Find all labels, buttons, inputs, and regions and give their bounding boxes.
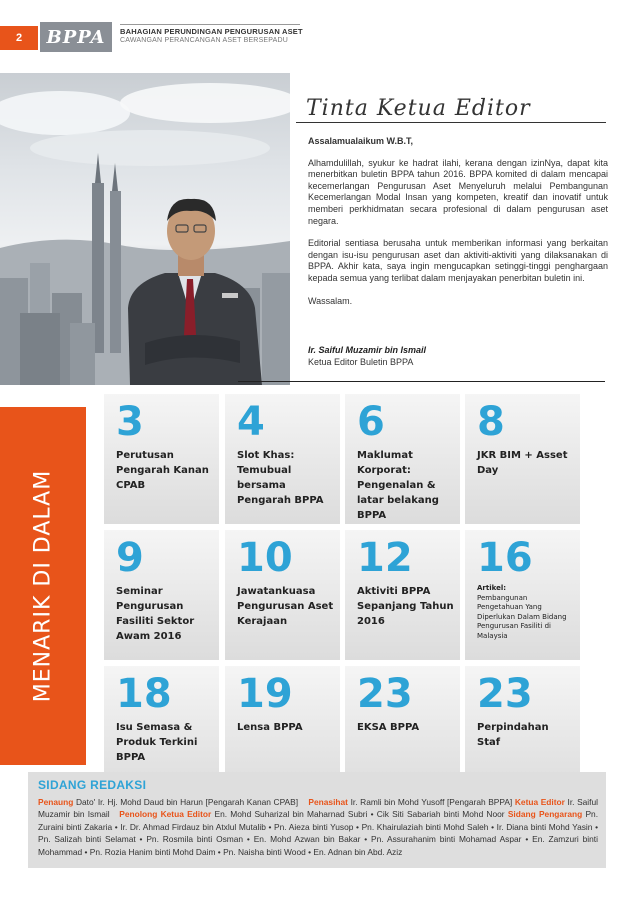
tile-page-number: 3 [116, 399, 144, 445]
tile-title: Aktiviti BPPA Sepanjang Tahun 2016 [357, 586, 454, 627]
header-subtitle: CAWANGAN PERANCANGAN ASET BERSEPADU [120, 37, 289, 44]
tile-page-number: 23 [357, 671, 413, 717]
signatory-role: Ketua Editor Buletin BPPA [308, 357, 414, 367]
member-name: Pn. Zuraini binti Zakaria • Ir. Dr. Ahmad Firdauz bin Atxlul Mutalib • Pn. Aieza binti Yusop • Pn. Khairulaziah binti Mohd Saleh • Ir. Diana binti Mohd Yasin • Pn. Salizah binti Selamat • Pn. Rosmila binti Osman • En. Mohd Azwan bin Bakar • Pn. Assurahanim binti Mohamad Aspar • En. Zamzuri binti Mohammad • Pn. Rozia Hanim binti Mohd Daim • Pn. Naisha binti Wood • En. Adnan bin Abd. Aziz [38, 809, 599, 857]
member-name: Ir. Ramli bin Mohd Yusoff [Pengarah BPPA] [350, 797, 513, 807]
tile-page-number: 12 [357, 535, 413, 581]
contents-tile[interactable] [104, 394, 219, 524]
editorial-paragraph-1: Alhamdulillah, syukur ke hadrat ilahi, kerana dengan izinNya, dapat kita menerbitkan buletin BPPA tahun 2016. BPPA komited di dalam mencapai kecemerlangan Pengurusan Aset Menyeluruh melalui Pembangunan Kecemerlangan Modal Insan yang kompeten, kreatif dan inovatif untuk memberi perkhidmatan secara profesional di dalam pengurusan aset negara. [308, 157, 608, 226]
tile-title: EKSA BPPA [357, 722, 420, 733]
tile-page-number: 4 [237, 399, 265, 445]
contents-tile[interactable] [225, 530, 340, 660]
tile-page-number: 23 [477, 671, 533, 717]
editorial-letter [308, 136, 608, 318]
tile-title-body: Pembangunan Pengetahuan Yang Diperlukan Dalam Bidang Pengurusan Fasiliti di Malaysia [477, 593, 567, 640]
editorial-board-box [28, 772, 606, 868]
tile-page-number: 10 [237, 535, 293, 581]
contents-tile[interactable] [345, 394, 460, 524]
heading-underline [296, 122, 606, 123]
member-name: Ir. Saiful Muzamir bin Ismail [38, 797, 599, 820]
tile-title [477, 584, 574, 641]
editor-photo [0, 73, 290, 385]
editorial-greeting: Assalamualaikum W.B.T, [308, 136, 414, 146]
tile-title: Lensa BPPA [237, 722, 303, 733]
role-label: Penasihat [308, 797, 348, 807]
contents-tile[interactable] [465, 530, 580, 660]
role-label: Sidang Pengarang [507, 809, 583, 820]
section-divider [238, 381, 605, 382]
tile-title: Maklumat Korporat: Pengenalan & latar belakang BPPA [357, 450, 439, 521]
tile-title: Jawatankuasa Pengurusan Aset Kerajaan [237, 586, 334, 627]
role-label: Penolong Ketua Editor [119, 809, 212, 820]
contents-tile[interactable] [225, 394, 340, 524]
bppa-logo: BPPA [40, 22, 112, 52]
editorial-paragraph-2: Editorial sentiasa berusaha untuk memberikan informasi yang berkaitan dengan isu-isu pengurusan aset dan aktiviti-aktiviti yang dilaksanakan di BPPA. Akhir kata, saya ingin mengucapkan setinggi-tinggi penghargaan kepada semua yang terlibat dalam menjayakan penerbitan buletin ini. [308, 238, 608, 283]
contents-tile[interactable] [345, 530, 460, 660]
header-divider [120, 24, 300, 25]
tile-page-number: 18 [116, 671, 172, 717]
contents-tile[interactable] [465, 394, 580, 524]
page-number: 2 [0, 26, 38, 50]
tile-page-number: 6 [357, 399, 385, 445]
signatory-name: Ir. Saiful Muzamir bin Ismail [308, 345, 427, 355]
tile-title: Perutusan Pengarah Kanan CPAB [116, 450, 209, 491]
tile-page-number: 8 [477, 399, 505, 445]
contents-section-label: MENARIK DI DALAM [30, 469, 56, 703]
tile-page-number: 9 [116, 535, 144, 581]
role-label: Penaung [38, 797, 74, 807]
tile-page-number: 16 [477, 535, 533, 581]
editorial-board-title: SIDANG REDAKSI [38, 778, 147, 792]
member-name: Dato' Ir. Hj. Mohd Daud bin Harun [Pengarah Kanan CPAB] [75, 797, 299, 807]
tile-title: Perpindahan Staf [477, 722, 549, 748]
role-label: Ketua Editor [514, 797, 565, 807]
tile-title: Seminar Pengurusan Fasiliti Sektor Awam 2016 [116, 586, 195, 642]
city-skyline-illustration [0, 73, 290, 385]
tile-page-number: 19 [237, 671, 293, 717]
member-name: En. Mohd Suharizal bin Maharnad Subri • Cik Siti Sabariah binti Mohd Noor [214, 809, 505, 820]
tile-title: Slot Khas: Temubual bersama Pengarah BPPA [237, 450, 324, 506]
editorial-closing: Wassalam. [308, 295, 353, 306]
tile-title-lead: Artikel: [477, 584, 507, 592]
header-title: BAHAGIAN PERUNDINGAN PENGURUSAN ASET [120, 27, 303, 36]
contents-tile[interactable] [104, 530, 219, 660]
editorial-board-list [38, 796, 598, 858]
tile-title: Isu Semasa & Produk Terkini BPPA [116, 722, 198, 763]
tile-title: JKR BIM + Asset Day [477, 450, 568, 476]
editorial-heading: Tinta Ketua Editor [306, 96, 531, 121]
